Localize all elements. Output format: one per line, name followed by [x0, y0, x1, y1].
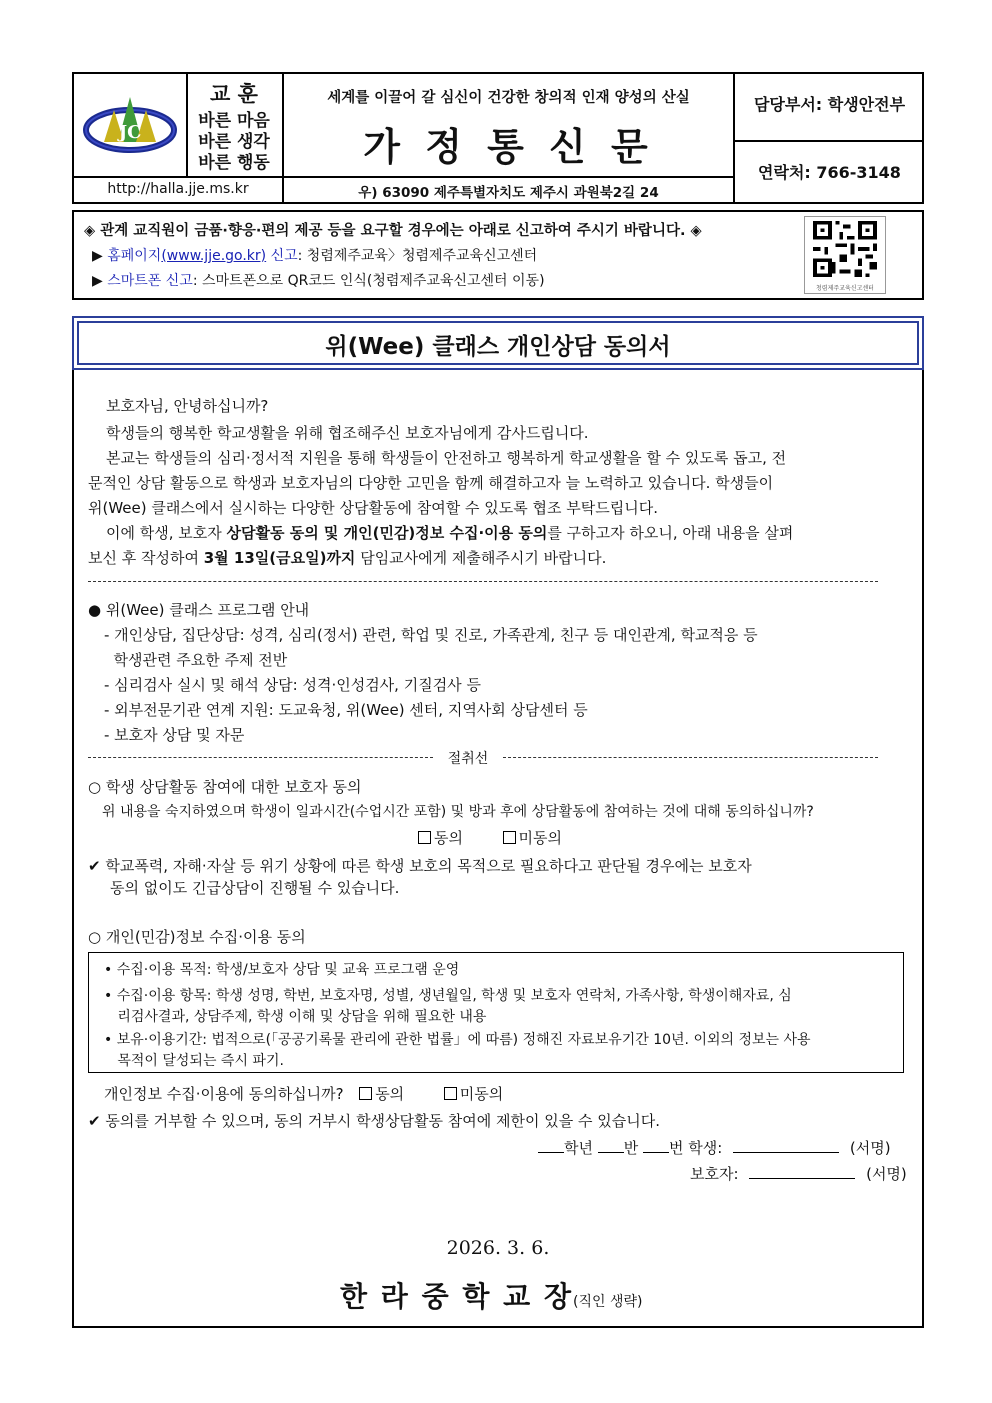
school-slogan: 세계를 이끌어 갈 심신이 건강한 창의적 인재 양성의 산실 — [327, 90, 690, 106]
program-item: - 개인상담, 집단상담: 성격, 심리(정서) 관련, 학업 및 진로, 가족관계, 친구 등 대인관계, 학교적응 등 — [104, 626, 758, 644]
motto-title: 교 훈 — [210, 82, 258, 106]
consent2-disagree-checkbox[interactable] — [444, 1087, 457, 1100]
program-item: - 심리검사 실시 및 해석 상담: 성격·인성검사, 기질검사 등 — [104, 676, 481, 694]
motto-line-1: 바른 마음 — [198, 111, 270, 131]
document-title: 위(Wee) 클래스 개인상담 동의서 — [325, 334, 671, 360]
divider-dashed — [88, 581, 878, 582]
paragraph-thanks: 학생들의 행복한 학교생활을 위해 협조해주신 보호자님에게 감사드립니다. — [106, 424, 589, 442]
privacy-item: 리검사결과, 상담주제, 학생 이해 및 상담을 위해 필요한 내용 — [104, 1009, 487, 1025]
motto-line-3: 바른 행동 — [198, 153, 270, 173]
paragraph-intro-2: 문적인 상담 활동으로 학생과 보호자님의 다양한 고민을 함께 해결하고자 늘 노력하고 있습니다. 학생들이 — [88, 474, 774, 492]
privacy-item: • 수집·이용 항목: 학생 성명, 학번, 보호자명, 성별, 생년월일, 학생 및 보호자 연락처, 가족사항, 학생이해자료, 심 — [104, 988, 792, 1004]
program-item: - 보호자 상담 및 자문 — [104, 726, 245, 744]
cut-line-left — [88, 757, 433, 758]
consent1-options: 동의 미동의 — [418, 827, 562, 848]
student-signature-row: 학년 반 번 학생: (서명) — [538, 1137, 891, 1158]
number-field[interactable] — [643, 1152, 669, 1153]
school-address: 우) 63090 제주특별자치도 제주시 과원북2길 24 — [358, 185, 659, 201]
consent2-title: ○ 개인(민감)정보 수집·이용 동의 — [88, 928, 306, 946]
svg-text:JC: JC — [118, 122, 142, 143]
principal-signature: 한 라 중 학 교 장(직인 생략) — [340, 1280, 643, 1313]
class-field[interactable] — [598, 1152, 624, 1153]
dept-label: 담당부서: 학생안전부 — [753, 95, 906, 114]
consent1-note-1: ✔ 학교폭력, 자해·자살 등 위기 상황에 따른 학생 보호의 목적으로 필요하다고 판단될 경우에는 보호자 — [88, 857, 752, 875]
privacy-item: 목적이 달성되는 즉시 파기. — [104, 1053, 284, 1069]
student-sign-field[interactable] — [733, 1152, 839, 1153]
qr-code[interactable] — [804, 216, 886, 294]
consent1-agree-checkbox[interactable] — [418, 831, 431, 844]
notice-line-homepage: ▶ 홈페이지(www.jje.go.kr) 신고: 청렴제주교육〉청렴제주교육신고센터 — [92, 248, 538, 264]
school-website-link[interactable]: http://halla.jje.ms.kr — [107, 181, 249, 197]
cut-line-right — [503, 757, 878, 758]
school-logo — [80, 92, 180, 162]
jje-homepage-link[interactable]: (www.jje.go.kr) — [161, 248, 267, 264]
program-item: - 외부전문기관 연계 지원: 도교육청, 위(Wee) 센터, 지역사회 상담센터 등 — [104, 701, 588, 719]
paragraph-intro-3: 위(Wee) 클래스에서 실시하는 다양한 상담활동에 참여할 수 있도록 협조 부탁드립니다. — [88, 499, 658, 517]
consent1-note-2: 동의 없이도 긴급상담이 진행될 수 있습니다. — [110, 879, 400, 897]
cut-line-label: 절취선 — [447, 751, 489, 767]
consent1-disagree-checkbox[interactable] — [503, 831, 516, 844]
document-date: 2026. 3. 6. — [446, 1237, 550, 1259]
newsletter-title: 가 정 통 신 문 — [363, 125, 654, 169]
consent2-question-row: 개인정보 수집·이용에 동의하십니까? 동의 미동의 — [104, 1085, 504, 1103]
program-title: ● 위(Wee) 클래스 프로그램 안내 — [88, 601, 310, 619]
motto-line-2: 바른 생각 — [198, 132, 270, 152]
notice-line-smartphone: ▶ 스마트폰 신고: 스마트폰으로 QR코드 인식(청렴제주교육신고센터 이동) — [92, 273, 545, 289]
consent1-question: 위 내용을 숙지하였으며 학생이 일과시간(수업시간 포함) 및 방과 후에 상담활동에 참여하는 것에 대해 동의하십니까? — [102, 804, 814, 820]
notice-headline: ◈ 관계 교직원이 금품·향응·편의 제공 등을 요구할 경우에는 아래로 신고하여 주시기 바랍니다. ◈ — [84, 223, 702, 239]
paragraph-request-2: 보신 후 작성하여 3월 13일(금요일)까지 담임교사에게 제출해주시기 바랍니다. — [88, 549, 607, 567]
greeting: 보호자님, 안녕하십니까? — [106, 397, 269, 415]
grade-field[interactable] — [538, 1152, 564, 1153]
guardian-sign-field[interactable] — [749, 1178, 855, 1179]
program-item: 학생관련 주요한 주제 전반 — [104, 651, 288, 669]
consent2-agree-checkbox[interactable] — [359, 1087, 372, 1100]
qr-caption: 청렴제주교육신고센터 — [816, 285, 874, 292]
paragraph-intro-1: 본교는 학생들의 심리·정서적 지원을 통해 학생들이 안전하고 행복하게 학교생활을 할 수 있도록 돕고, 전 — [106, 449, 787, 467]
privacy-item: • 수집·이용 목적: 학생/보호자 상담 및 교육 프로그램 운영 — [104, 962, 460, 978]
consent2-note: ✔ 동의를 거부할 수 있으며, 동의 거부시 학생상담활동 참여에 제한이 있을 수 있습니다. — [88, 1112, 660, 1130]
paragraph-request-1: 이에 학생, 보호자 상담활동 동의 및 개인(민감)정보 수집·이용 동의를 구하고자 하오니, 아래 내용을 살펴 — [106, 524, 794, 542]
contact-label: 연락처: 766-3148 — [758, 163, 901, 182]
guardian-signature-row: 보호자: (서명) — [690, 1165, 907, 1183]
consent1-title: ○ 학생 상담활동 참여에 대한 보호자 동의 — [88, 778, 362, 796]
privacy-item: • 보유·이용기간: 법적으로(「공공기록물 관리에 관한 법률」에 따름) 정해진 자료보유기간 10년. 이외의 정보는 사용 — [104, 1032, 811, 1048]
